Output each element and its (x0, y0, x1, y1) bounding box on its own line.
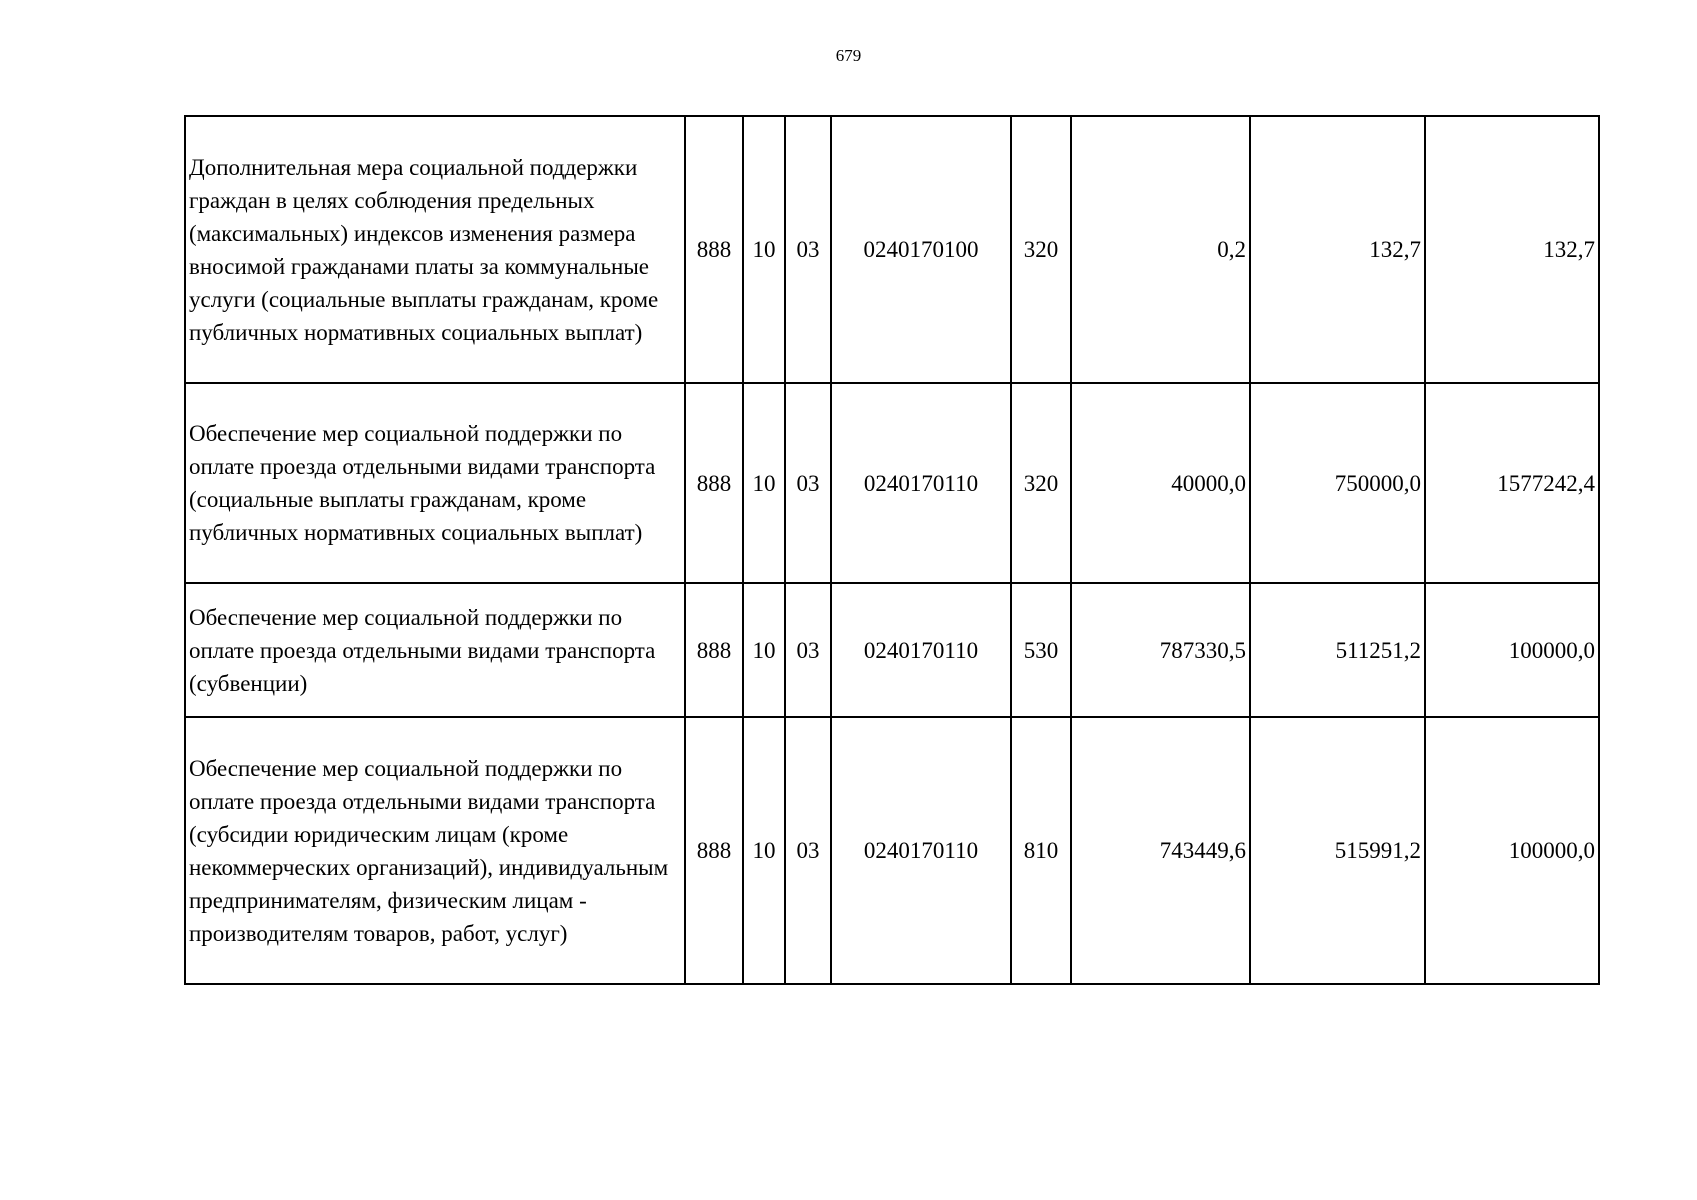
amount-3: 100000,0 (1425, 717, 1599, 984)
amount-1: 0,2 (1071, 116, 1250, 383)
expense-type-code: 810 (1011, 717, 1071, 984)
amount-3: 1577242,4 (1425, 383, 1599, 583)
section-code: 10 (743, 583, 785, 717)
ministry-code: 888 (685, 583, 743, 717)
table-row (185, 383, 1599, 583)
amount-1: 743449,6 (1071, 717, 1250, 984)
target-article-code: 0240170110 (831, 717, 1011, 984)
row-description: Обеспечение мер социальной поддержки по оплате проезда отдельными видами транспорта (субвенции) (185, 583, 685, 717)
amount-1: 40000,0 (1071, 383, 1250, 583)
row-description: Обеспечение мер социальной поддержки по оплате проезда отдельными видами транспорта (субсидии юридическим лицам (кроме некоммерческих организаций), индивидуальным предпринимателям, физическим лицам - производителям товаров, работ, услуг) (185, 717, 685, 984)
section-code: 10 (743, 717, 785, 984)
amount-2: 750000,0 (1250, 383, 1425, 583)
amount-2: 132,7 (1250, 116, 1425, 383)
amount-3: 132,7 (1425, 116, 1599, 383)
amount-2: 515991,2 (1250, 717, 1425, 984)
ministry-code: 888 (685, 116, 743, 383)
amount-2: 511251,2 (1250, 583, 1425, 717)
expense-type-code: 320 (1011, 116, 1071, 383)
amount-1: 787330,5 (1071, 583, 1250, 717)
ministry-code: 888 (685, 717, 743, 984)
target-article-code: 0240170100 (831, 116, 1011, 383)
table-row (185, 583, 1599, 717)
table-row (185, 116, 1599, 383)
subsection-code: 03 (785, 116, 831, 383)
section-code: 10 (743, 383, 785, 583)
ministry-code: 888 (685, 383, 743, 583)
section-code: 10 (743, 116, 785, 383)
expense-type-code: 530 (1011, 583, 1071, 717)
amount-3: 100000,0 (1425, 583, 1599, 717)
row-description: Обеспечение мер социальной поддержки по оплате проезда отдельными видами транспорта (социальные выплаты гражданам, кроме публичных нормативных социальных выплат) (185, 383, 685, 583)
subsection-code: 03 (785, 383, 831, 583)
target-article-code: 0240170110 (831, 383, 1011, 583)
target-article-code: 0240170110 (831, 583, 1011, 717)
subsection-code: 03 (785, 583, 831, 717)
subsection-code: 03 (785, 717, 831, 984)
row-description: Дополнительная мера социальной поддержки граждан в целях соблюдения предельных (максимальных) индексов изменения размера вносимой гражданами платы за коммунальные услуги (социальные выплаты гражданам, кроме публичных нормативных социальных выплат) (185, 116, 685, 383)
expense-type-code: 320 (1011, 383, 1071, 583)
budget-table (184, 115, 1600, 985)
table-row (185, 717, 1599, 984)
page-number: 679 (835, 46, 862, 65)
